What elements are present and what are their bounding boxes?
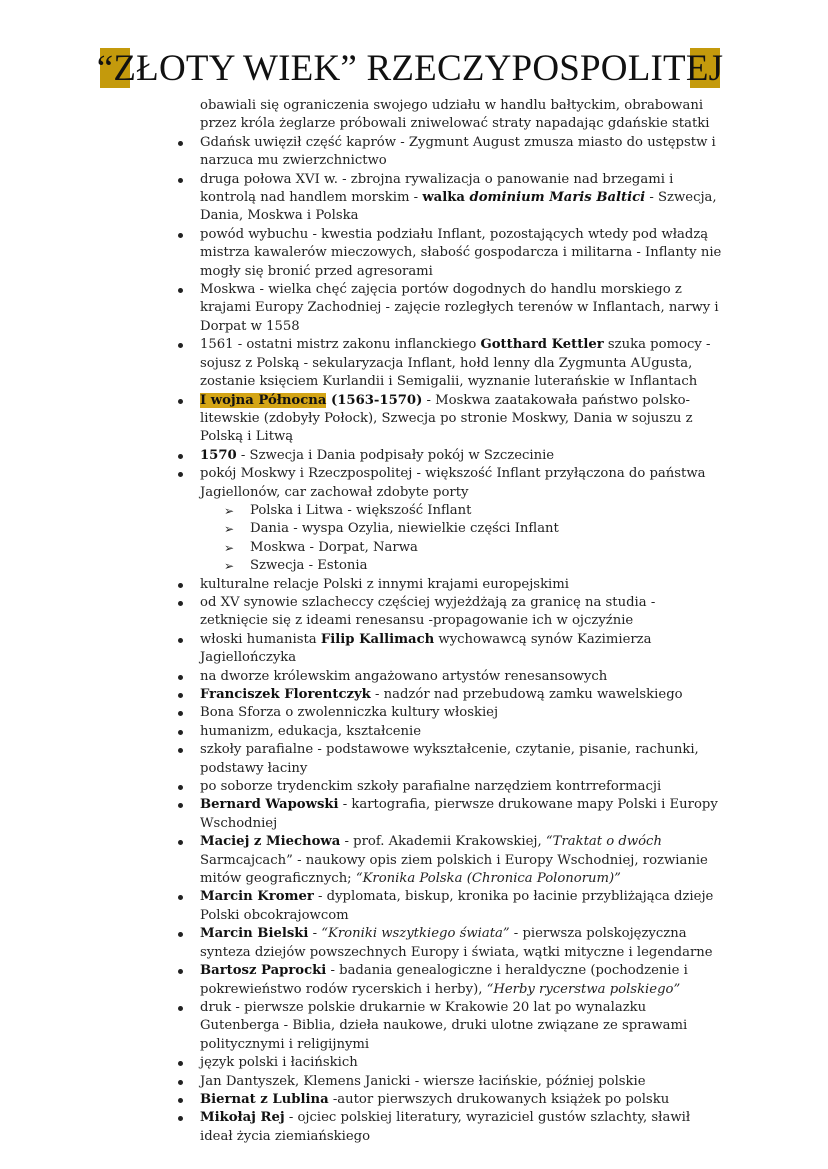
list-item bbox=[176, 723, 724, 741]
sub-list-item bbox=[176, 539, 724, 557]
item-text: Jan Dantyszek, Klemens Janicki - wiersze łacińskie, później polskie bbox=[200, 1073, 646, 1089]
emphasis-text: “Kroniki wszytkiego świata” bbox=[321, 926, 510, 942]
item-text: język polski i łacińskich bbox=[200, 1055, 358, 1071]
emphasis-text: Marcin Kromer bbox=[200, 889, 314, 905]
item-text: Szwecja - Estonia bbox=[250, 558, 368, 574]
item-text: Moskwa - wielka chęć zajęcia portów dogodnych do handlu morskiego z krajami Europy Zachodniej - zajęcie rozległych terenów w Inflantach, narwy i Dorpat w 1558 bbox=[200, 282, 719, 334]
page-title: “ZŁOTY WIEK” RZECZYPOSPOLITEJ bbox=[96, 47, 724, 89]
emphasis-text: walka bbox=[422, 190, 470, 206]
list-item bbox=[176, 594, 724, 631]
item-text: - prof. Akademii Krakowskiej, bbox=[340, 834, 546, 850]
list-item bbox=[176, 465, 724, 502]
list-item bbox=[176, 336, 724, 391]
emphasis-text: “Herby rycerstwa polskiego” bbox=[486, 981, 681, 997]
item-text: Moskwa - Dorpat, Narwa bbox=[250, 539, 418, 555]
item-text: Sarmcajcach” - naukowy opis ziem polskich i Europy Wschodniej, rozwianie mitów geograficznych; bbox=[200, 852, 708, 887]
item-text: - Szwecja i Dania podpisały pokój w Szczecinie bbox=[236, 447, 555, 463]
item-text: powód wybuchu - kwestia podziału Inflant, pozostających wtedy pod władzą mistrza kawalerów mieczowych, słabość gospodarcza i militarna - Inflanty nie mogły się bronić przed agresorami bbox=[200, 226, 722, 279]
item-text: - dyplomata, biskup, kronika po łacinie przybliżająca dzieje Polski obcokrajowcom bbox=[200, 889, 714, 923]
item-text: - Szwecja, Dania, Moskwa i Polska bbox=[200, 190, 717, 224]
emphasis-text: Bartosz Paprocki bbox=[200, 963, 327, 979]
item-text: - nadzór nad przebudową zamku wawelskiego bbox=[370, 687, 683, 702]
list-item bbox=[176, 962, 724, 999]
title-banner bbox=[96, 47, 724, 89]
list-item bbox=[176, 778, 724, 796]
item-text: -autor pierwszych drukowanych książek po polsku bbox=[328, 1091, 670, 1107]
item-text: Bona Sforza o zwolenniczka kultury włoskiej bbox=[200, 705, 499, 721]
item-text: włoski humanista bbox=[200, 631, 321, 647]
emphasis-text: “Traktat o dwóch bbox=[545, 834, 662, 850]
item-text: Gdańsk uwięził część kaprów - Zygmunt August zmusza miasto do ustępstw i narzuca mu zwierzchnictwo bbox=[200, 134, 716, 169]
emphasis-text: Marcin Bielski bbox=[200, 926, 309, 942]
list-item bbox=[176, 447, 724, 465]
item-text: Polska i Litwa - większość Inflant bbox=[250, 502, 472, 518]
emphasis-text: Bernard Wapowski bbox=[200, 797, 339, 813]
sub-list-item bbox=[176, 557, 724, 575]
list-item bbox=[176, 226, 724, 281]
emphasis-text: 1570 bbox=[200, 447, 237, 463]
list-item bbox=[176, 171, 724, 226]
list-item bbox=[176, 999, 724, 1054]
list-item bbox=[176, 134, 724, 171]
item-text: 1561 - ostatni mistrz zakonu inflanckiego bbox=[200, 337, 481, 353]
emphasis-text: dominium Maris Baltici bbox=[469, 190, 646, 206]
list-item bbox=[176, 796, 724, 833]
item-text: - kartografia, pierwsze drukowane mapy Polski i Europy Wschodniej bbox=[200, 797, 718, 831]
notes-list bbox=[176, 97, 724, 1146]
list-item bbox=[176, 833, 724, 888]
item-text: - badania genealogiczne i heraldyczne (pochodzenie i pokrewieństwo rodów rycerskich i herby), bbox=[200, 963, 688, 997]
item-text: na dworze królewskim angażowano artystów renesansowych bbox=[200, 668, 608, 684]
list-item bbox=[176, 631, 724, 668]
item-text: szkoły parafialne - podstawowe wykształcenie, czytanie, pisanie, rachunki, podstawy łaciny bbox=[200, 742, 699, 776]
item-text: po soborze trydenckim szkoły parafialne narzędziem kontrreformacji bbox=[200, 779, 662, 795]
emphasis-text: Franciszek Florentczyk bbox=[200, 687, 371, 702]
list-item bbox=[176, 704, 724, 722]
arrow-bullet-icon: ➢ bbox=[224, 503, 235, 518]
list-item bbox=[176, 1091, 724, 1109]
arrow-bullet-icon: ➢ bbox=[224, 522, 235, 537]
sub-list-item bbox=[176, 502, 724, 520]
item-text: szuka pomocy - sojusz z Polską - sekularyzacja Inflant, hołd lenny dla Zygmunta AUgusta, zostanie księciem Kurlandii i Semigalii, wyznanie luterańskie w Inflantach bbox=[200, 337, 711, 390]
emphasis-text: Maciej z Miechowa bbox=[200, 834, 341, 850]
list-item bbox=[176, 668, 724, 686]
emphasis-text: Filip Kallimach bbox=[320, 631, 435, 647]
list-item bbox=[176, 686, 724, 704]
item-text: obawiali się ograniczenia swojego udziału w handlu bałtyckim, obrabowani przez króla żeglarze próbowali zniwelować straty napadając gdańskie statki bbox=[200, 98, 710, 132]
list-item bbox=[176, 741, 724, 778]
list-item bbox=[176, 576, 724, 594]
item-text: - ojciec polskiej literatury, wyraziciel gustów szlachty, sławił ideał życia ziemiańskiego bbox=[200, 1110, 691, 1144]
sub-list-item bbox=[176, 520, 724, 538]
item-text: wychowawcą synów Kazimierza Jagiellończyka bbox=[200, 631, 652, 666]
list-item-continuation bbox=[176, 97, 724, 134]
item-text: humanizm, edukacja, kształcenie bbox=[200, 723, 422, 739]
emphasis-text: Mikołaj Rej bbox=[200, 1110, 285, 1126]
item-text: - Moskwa zaatakowała państwo polsko-litewskie (zdobyły Połock), Szwecja po stronie Moskwy, Dania w sojuszu z Polską i Litwą bbox=[200, 392, 693, 445]
item-text: kulturalne relacje Polski z innymi krajami europejskimi bbox=[200, 576, 569, 592]
emphasis-text: Gotthard Kettler bbox=[480, 337, 604, 353]
item-text: - bbox=[308, 926, 322, 942]
item-text: Dania - wyspa Ozylia, niewielkie części Inflant bbox=[250, 521, 559, 537]
list-item bbox=[176, 1054, 724, 1072]
arrow-bullet-icon: ➢ bbox=[224, 540, 235, 555]
item-text: druk - pierwsze polskie drukarnie w Krakowie 20 lat po wynalazku Gutenberga - Biblia, dzieła naukowe, druki ulotne związane ze sprawami politycznymi i religijnymi bbox=[200, 999, 688, 1052]
list-item bbox=[176, 1073, 724, 1091]
item-text: druga połowa XVI w. - zbrojna rywalizacja o panowanie nad brzegami i kontrolą nad handlem morskim - bbox=[200, 171, 674, 206]
arrow-bullet-icon: ➢ bbox=[224, 559, 235, 574]
list-item bbox=[176, 1109, 724, 1146]
emphasis-text: “Kronika Polska (Chronica Polonorum)” bbox=[355, 871, 621, 887]
emphasis-text: (1563-1570) bbox=[326, 392, 423, 408]
list-item bbox=[176, 888, 724, 925]
item-text: od XV synowie szlacheccy częściej wyjeżdżają za granicę na studia - zetknięcie się z ideami renesansu -propagowanie ich w ojczyźnie bbox=[200, 594, 656, 629]
highlighted-text: I wojna Północna bbox=[200, 392, 327, 408]
emphasis-text: Biernat z Lublina bbox=[200, 1091, 329, 1107]
item-text: - pierwsza polskojęzyczna synteza dziejów powszechnych Europy i świata, wątki mityczne i legendarne bbox=[200, 926, 713, 960]
list-item bbox=[176, 925, 724, 962]
list-item bbox=[176, 281, 724, 336]
list-item bbox=[176, 392, 724, 447]
item-text: pokój Moskwy i Rzeczpospolitej - większość Inflant przyłączona do państwa Jagiellonów, car zachował zdobyte porty bbox=[200, 466, 706, 500]
